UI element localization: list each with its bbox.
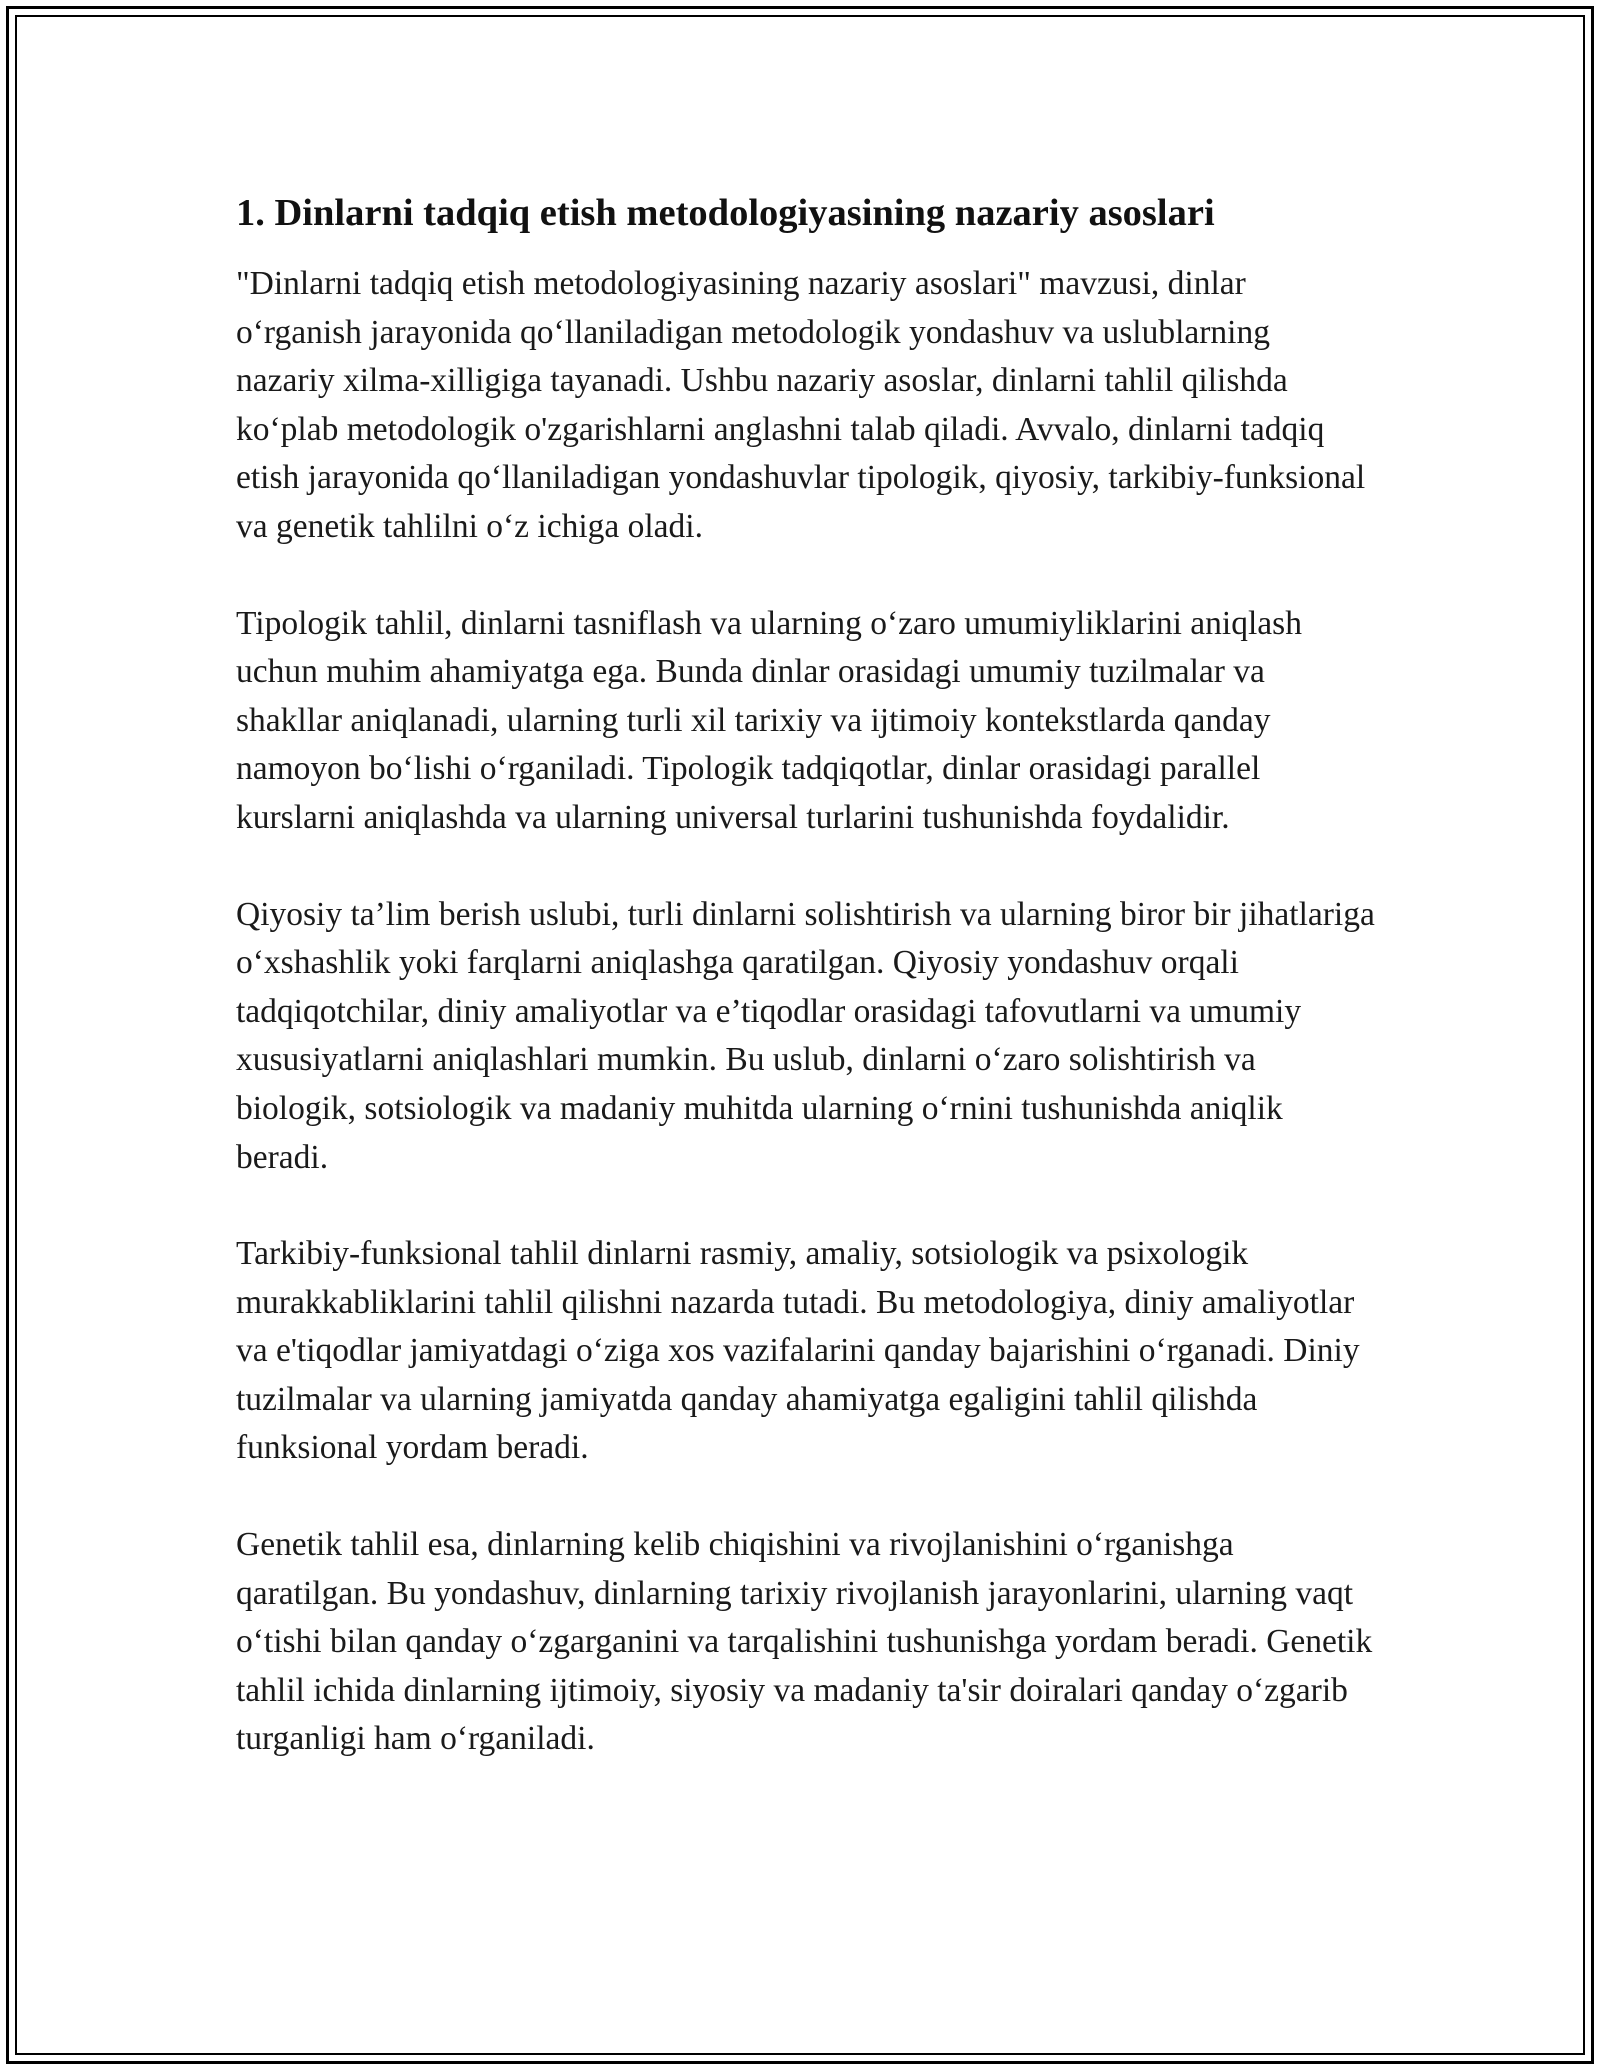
paragraph-genetic: Genetik tahlil esa, dinlarning kelib chiqishini va rivojlanishini o‘rganishga qaratilgan. Bu yondashuv, dinlarning tarixiy rivojlanish jarayonlarini, ularning vaqt o‘tishi bilan qanday o‘zgarganini va tarqalishini tushunishga yordam beradi. Genetik tahlil ichida dinlarning ijtimoiy, siyosiy va madaniy ta'sir doiralari qanday o‘zgarib turganligi ham o‘rganiladi.: [236, 1526, 1373, 1758]
paragraph-comparative: Qiyosiy ta’lim berish uslubi, turli dinlarni solishtirish va ularning biror bir jihatlariga o‘xshashlik yoki farqlarni aniqlashga qaratilgan. Qiyosiy yondashuv orqali tadqiqotchilar, diniy amaliyotlar va e’tiqodlar orasidagi tafovutlarni va umumiy xususiyatlarni aniqlashlari mumkin. Bu uslub, dinlarni o‘zaro solishtirish va biologik, sotsiologik va madaniy muhitda ularning o‘rnini tushunishda aniqlik beradi.: [236, 895, 1375, 1176]
paragraph-structural-functional: Tarkibiy-funksional tahlil dinlarni rasmiy, amaliy, sotsiologik va psixologik murakkabliklarini tahlil qilishni nazarda tutadi. Bu metodologiya, diniy amaliyotlar va e'tiqodlar jamiyatdagi o‘ziga xos vazifalarini qanday bajarishini o‘rganadi. Diniy tuzilmalar va ularning jamiyatda qanday ahamiyatga egaligini tahlil qilishda funksional yordam beradi.: [236, 1235, 1360, 1467]
paragraph-typological: Tipologik tahlil, dinlarni tasniflash va ularning o‘zaro umumiyliklarini aniqlash uchun muhim ahamiyatga ega. Bunda dinlar orasidagi umumiy tuzilmalar va shakllar aniqlanadi, ularning turli xil tarixiy va ijtimoiy kontekstlarda qanday namoyon bo‘lishi o‘rganiladi. Tipologik tadqiqotlar, dinlar orasidagi parallel kurslarni aniqlashda va ularning universal turlarini tushunishda foydalidir.: [236, 604, 1302, 836]
section-heading: 1. Dinlarni tadqiq etish metodologiyasining nazariy asoslari: [236, 192, 1215, 234]
document-body: [236, 186, 1376, 1812]
paragraph-intro: "Dinlarni tadqiq etish metodologiyasining nazariy asoslari" mavzusi, dinlar o‘rganish jarayonida qo‘llaniladigan metodologik yondashuv va uslublarning nazariy xilma-xilligiga tayanadi. Ushbu nazariy asoslar, dinlarni tahlil qilishda ko‘plab metodologik o'zgarishlarni anglashni talab qiladi. Avvalo, dinlarni tadqiq etish jarayonida qo‘llaniladigan yondashuvlar tipologik, qiyosiy, tarkibiy-funksional va genetik tahlilni o‘z ichiga oladi.: [236, 265, 1366, 545]
